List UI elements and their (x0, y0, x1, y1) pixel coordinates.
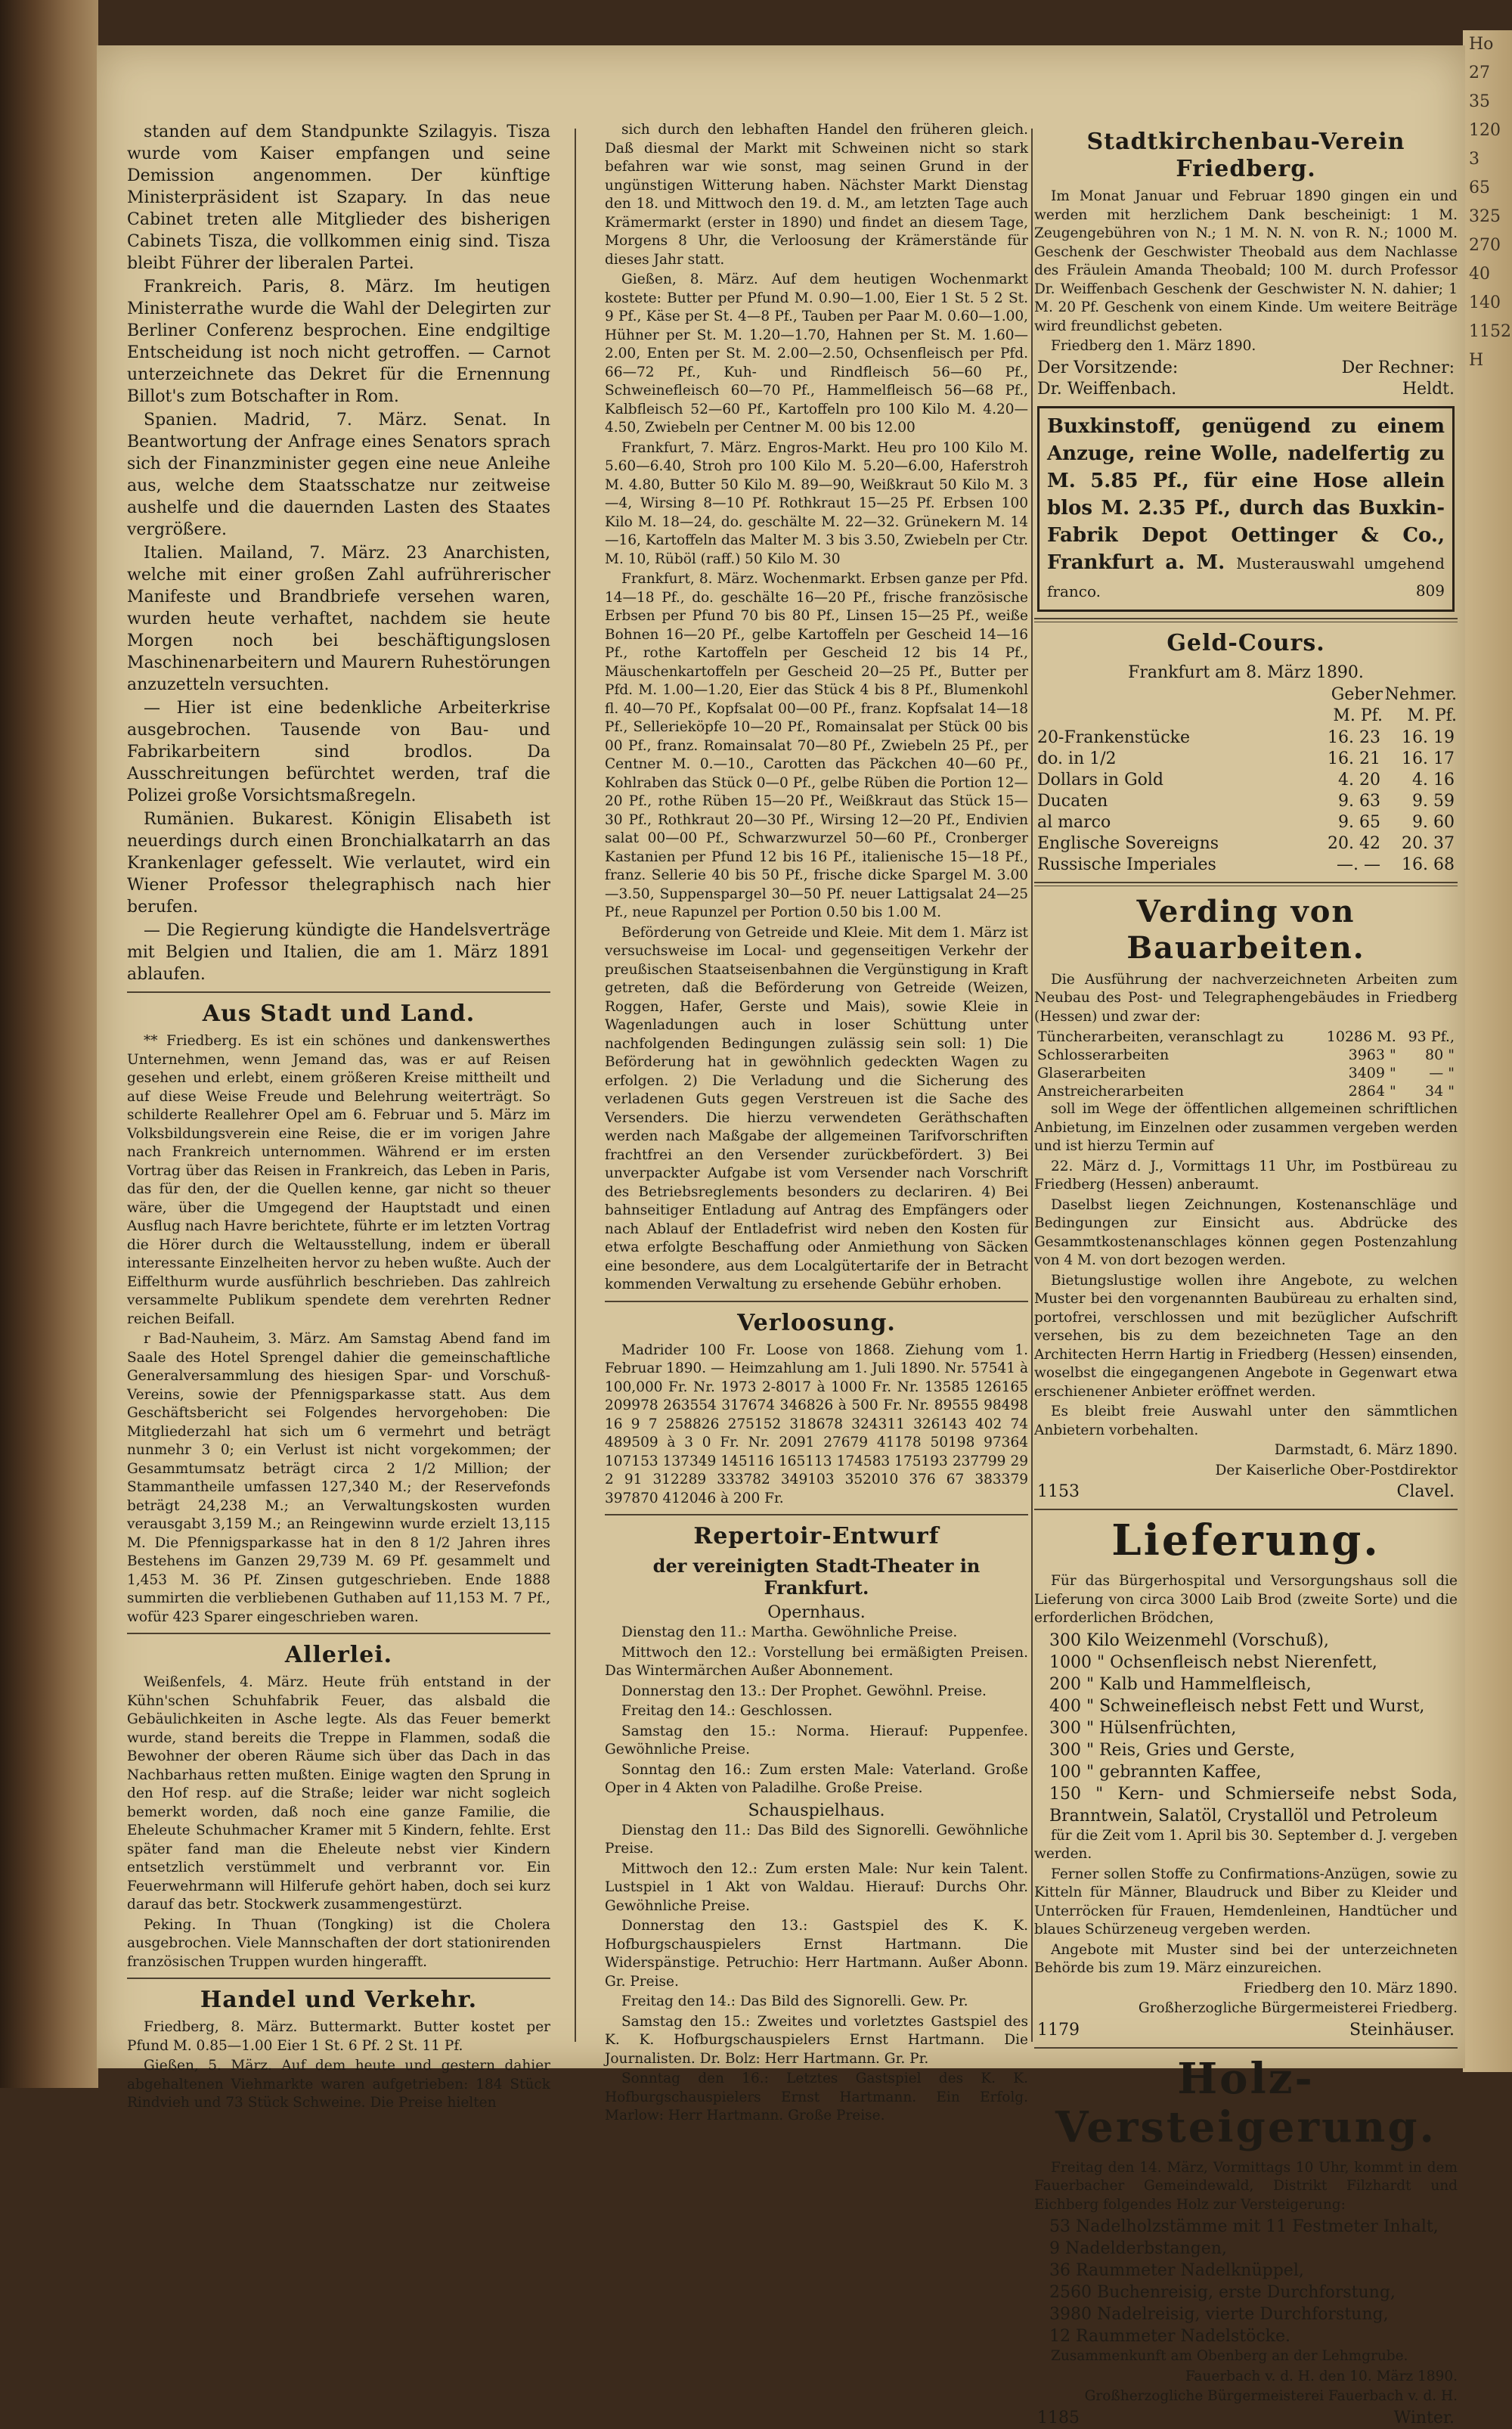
program-entry: Freitag den 14.: Das Bild des Signorelli. Gew. Pr. (621, 1993, 968, 2009)
divider (127, 1633, 550, 1634)
rate-row (1034, 833, 1458, 855)
section-title-allerlei: Allerlei. (284, 1642, 393, 1668)
kirchenbau-text: Im Monat Januar und Februar 1890 gingen ein und werden mit herzlichem Dank bescheinigt: 1 M. Zeugengebühren von N.; 1 M. N. N. von R. N.; 1000 M. Geschenk der Geschwister Theobald aus dem Nachlasse des Fräulein Amanda Theobald; 100 M. durch Professor Dr. Weiffenbach Geschenk der Geschwister N. N. dahier; 1 M. 20 Pf. Geschenk von einem Kinde. Um weitere Beiträge wird freundlichst gebeten. (1034, 188, 1458, 334)
verding-paragraph: Daselbst liegen Zeichnungen, Kostenanschläge und Bedingungen zur Einsicht aus. Abdrücke des Gesammtkostenanschlages können gegen Postenzahlung von 4 M. von dort bezogen werden. (1034, 1196, 1458, 1268)
rate-currency: 20-Frankenstücke (1037, 727, 1190, 747)
list-item: 300 Kilo Weizenmehl (Vorschuß), (1049, 1630, 1329, 1650)
handel-news (127, 2018, 550, 2113)
verding-footer (1034, 1481, 1458, 1503)
divider (1034, 618, 1458, 622)
news-paragraph: — Die Regierung kündigte die Handelsverträge mit Belgien und Italien, die am 1. März 1891 ablaufen. (127, 921, 550, 984)
divider (605, 1514, 1028, 1515)
buxkin-advert (1037, 406, 1455, 612)
kirchenbau-date: Friedberg den 1. März 1890. (1051, 338, 1256, 354)
holz-title: Holz-Versteigerung. (1055, 2053, 1437, 2152)
rate-geber: 9. 63 (1338, 791, 1380, 811)
lieferung-date: Friedberg den 10. März 1890. (1243, 1980, 1458, 1996)
adjacent-page-text: 325 (1469, 207, 1501, 226)
verding-table (1034, 1028, 1458, 1100)
program-entry: Samstag den 15.: Norma. Hierauf: Puppenfee. Gewöhnliche Preise. (605, 1723, 1028, 1757)
verding-cell: Tüncherarbeiten, veranschlagt zu (1037, 1028, 1284, 1045)
rate-geber: 16. 21 (1328, 749, 1380, 768)
list-item: 150 " Kern- und Schmierseife nebst Soda, Branntwein, Salatöl, Crystallöl und Petroleum (1049, 1784, 1458, 1826)
advert-number: 809 (1415, 581, 1445, 600)
rate-row (1034, 749, 1458, 770)
rate-nehmer: 9. 59 (1412, 791, 1455, 811)
holz-intro: Freitag den 14. März, Vormittags 10 Uhr, kommt in dem Fauerbacher Gemeindewald, Distrikt Filzhardt und Eichberg folgendes Holz zur Versteigerung: (1034, 2159, 1458, 2213)
advert-number: 1153 (1037, 1482, 1080, 1501)
verding-cell: 2864 " (1348, 1083, 1396, 1100)
program-entry: Mittwoch den 12.: Vorstellung bei ermäßigten Preisen. Das Wintermärchen Außer Abonnement. (605, 1644, 1028, 1679)
verding-cell: 34 " (1425, 1083, 1455, 1100)
verding-row (1034, 1046, 1458, 1064)
lieferung-paragraph: Ferner sollen Stoffe zu Confirmations-Anzügen, sowie zu Kitteln für Männer, Blaudruck und Biber zu Kleider und Unterröcken für Frauen, Hemdenleinen, Handtücher und blaues Schürzeneug vergeben werden. (1034, 1866, 1458, 1937)
news-paragraph: Italien. Mailand, 7. März. 23 Anarchisten, welche mit einer großen Zahl aufrührerischer Manifeste und Brandbriefe versehen waren, wurden heute verhaftet, nachdem sie heute Morgen noch bei beschäftigungslosen Maschinenarbeitern und Maurern Ruhestörungen anzuzetteln versuchten. (127, 544, 550, 694)
program-entry: Samstag den 15.: Zweites und vorletztes Gastspiel des K. K. Hofburgschauspielers Ernst Hartmann. Die Journalisten. Dr. Bolz: Herr Hartmann. Gr. Pr. (605, 2013, 1028, 2067)
rate-nehmer: 20. 37 (1402, 833, 1455, 853)
news-paragraph: Weißenfels, 4. März. Heute früh entstand in der Kühn'schen Schuhfabrik Feuer, das alsbald die Gebäulichkeiten in Asche legte. Als das Feuer bemerkt wurde, stand bereits die Treppe in Flammen, sodaß die Bewohner der oberen Räume sich über das Dach in das Nachbarhaus retten mußten. Einige wagten den Sprung in den Hof resp. auf die Straße; leider war nicht sogleich bemerkt worden, daß noch eine ganze Familie, die Eheleute Schuhmacher Kramer mit 5 Kindern, fehlte. Erst später fand man die Eheleute nebst vier Kindern entsetzlich verstümmelt und verbrannt vor. Ein Feuerwehrmann will Hilferufe gehört haben, doch sei kurz darauf das betr. Stockwerk zusammengestürzt. (127, 1674, 550, 1912)
program-entry: Donnerstag den 13.: Der Prophet. Gewöhnl. Preise. (621, 1683, 987, 1699)
rate-nehmer: 4. 16 (1412, 770, 1455, 790)
schauspielhaus-list (605, 1822, 1028, 2126)
verding-cell: Schlosserarbeiten (1037, 1047, 1170, 1063)
adjacent-page-text: 140 (1469, 293, 1501, 312)
adjacent-page-text: 40 (1469, 265, 1490, 284)
rate-nehmer: 16. 68 (1402, 855, 1455, 874)
col-header-nehmer: Nehmer. M. Pf. (1384, 684, 1457, 725)
verding-date: Darmstadt, 6. März 1890. (1274, 1442, 1458, 1458)
allerlei-news (127, 1674, 550, 1971)
list-item: 300 " Hülsenfrüchten, (1049, 1718, 1237, 1738)
program-entry: Dienstag den 11.: Martha. Gewöhnliche Preise. (621, 1624, 958, 1640)
section-title-handel: Handel und Verkehr. (200, 1987, 478, 2013)
rate-row (1034, 855, 1458, 876)
holz-items (1034, 2216, 1458, 2347)
section-title-stadt: Aus Stadt und Land. (202, 1000, 476, 1027)
verding-cell: 80 " (1425, 1047, 1455, 1063)
verding-intro: Die Ausführung der nachverzeichneten Arbeiten zum Neubau des Post- und Telegraphengebäudes in Friedberg (Hessen) und zwar der: (1034, 971, 1458, 1025)
verding-cell: Anstreicherarbeiten (1037, 1083, 1184, 1100)
market-reports (605, 121, 1028, 1295)
rate-nehmer: 9. 60 (1412, 812, 1455, 832)
adjacent-page-text: 270 (1469, 236, 1501, 255)
divider (1034, 1509, 1458, 1510)
divider (127, 1978, 550, 1979)
adjacent-page-text: 1152 (1469, 322, 1511, 341)
geld-cours-title: Geld-Cours. (1167, 629, 1325, 656)
lieferung-items (1034, 1630, 1458, 1827)
rate-currency: Dollars in Gold (1037, 770, 1164, 790)
rate-geber: 4. 20 (1338, 770, 1380, 790)
kirchenbau-title: Stadtkirchenbau-Verein Friedberg. (1086, 129, 1405, 182)
holz-text: Zusammenkunft am Obenberg an der Lehmgrube. (1051, 2348, 1408, 2364)
vorsitz-name: Dr. Weiffenbach. (1037, 379, 1177, 399)
adjacent-page-text: 35 (1469, 92, 1490, 111)
verding-row (1034, 1082, 1458, 1100)
repertoir-subtitle: der vereinigten Stadt-Theater in Frankfurt. (652, 1555, 981, 1599)
list-item: 53 Nadelholzstämme mit 11 Festmeter Inhalt, (1049, 2217, 1439, 2236)
verding-row (1034, 1064, 1458, 1082)
program-entry: Sonntag den 16.: Letztes Gastspiel des K. K. Hofburgschauspielers Ernst Hartmann. Ein Erfolg. Marlow: Herr Hartmann. Große Preise. (605, 2071, 1028, 2123)
program-entry: Freitag den 14.: Geschlossen. (621, 1703, 833, 1719)
geld-cours-subtitle: Frankfurt am 8. März 1890. (1128, 662, 1364, 682)
rate-nehmer: 16. 17 (1402, 749, 1455, 768)
program-entry: Donnerstag den 13.: Gastspiel des K. K. Hofburgschauspielers Ernst Hartmann. Die Widerspänstige. Petruchio: Herr Hartmann. Außer Abonn. Gr. Preise. (605, 1918, 1028, 1990)
rate-row (1034, 770, 1458, 791)
column-2 (605, 121, 1028, 2123)
rate-currency: do. in 1/2 (1037, 749, 1117, 768)
holz-signature-name: Winter. (1393, 2408, 1455, 2427)
opernhaus-list (605, 1624, 1028, 1798)
verding-paragraph: Es bleibt freie Auswahl unter den sämmtlichen Anbietern vorbehalten. (1034, 1404, 1458, 1438)
list-item: 200 " Kalb und Hammelfleisch, (1049, 1674, 1312, 1694)
news-paragraph: Friedberg, 8. März. Buttermarkt. Butter kostet per Pfund M. 0.85—1.00 Eier 1 St. 6 Pf. 2 St. 11 Pf. (127, 2019, 550, 2054)
lieferung-paragraph: Angebote mit Muster sind bei der unterzeichneten Behörde bis zum 19. März einzureichen. (1034, 1941, 1458, 1976)
buxkin-advert-text: Buxkinstoff, genügend zu einem Anzuge, reine Wolle, nadelfertig zu M. 5.85 Pf., für eine Hose allein blos M. 2.35 Pf., durch das Buxkin-Fabrik Depot Oettinger & Co., Frankfurt a. M. (1047, 414, 1445, 574)
lieferung-signature-name: Steinhäuser. (1349, 2020, 1455, 2040)
list-item: 3980 Nadelreisig, vierte Durchforstung, (1049, 2305, 1389, 2324)
opernhaus-label: Opernhaus. (767, 1603, 866, 1622)
lieferung-signature: Großherzogliche Bürgermeisterei Friedberg. (1138, 2000, 1458, 2016)
list-item: 12 Raummeter Nadelstöcke. (1049, 2327, 1290, 2346)
list-item: 1000 " Ochsenfleisch nebst Nierenfett, (1049, 1652, 1377, 1672)
stadt-news (127, 1032, 550, 1627)
section-title-verloosung: Verloosung. (737, 1309, 896, 1336)
rate-currency: Russische Imperiales (1037, 855, 1216, 874)
buxkin-advert-tail: Musterauswahl umgehend franco. (1047, 554, 1445, 600)
rechner-label: Der Rechner: (1341, 358, 1455, 377)
list-item: 300 " Reis, Gries und Gerste, (1049, 1740, 1296, 1760)
program-entry: Dienstag den 11.: Das Bild des Signorelli. Gewöhnliche Preise. (605, 1822, 1028, 1857)
list-item: 100 " gebrannten Kaffee, (1049, 1762, 1262, 1782)
rate-nehmer: 16. 19 (1402, 727, 1455, 747)
lieferung-paragraph: für die Zeit vom 1. April bis 30. September d. J. vergeben werden. (1034, 1827, 1458, 1862)
lieferung-intro: Für das Bürgerhospital und Versorgungshaus soll die Lieferung von circa 3000 Laib Brod (zweite Sorte) und die erforderlichen Brödchen, (1034, 1573, 1458, 1626)
verding-signature: Der Kaiserliche Ober-Postdirektor (1215, 1462, 1458, 1478)
adjacent-page-text: 3 (1469, 150, 1479, 169)
holz-signature: Großherzogliche Bürgermeisterei Fauerbach v. d. H. (1084, 2388, 1458, 2404)
rechner-name: Heldt. (1402, 379, 1455, 399)
program-entry: Sonntag den 16.: Zum ersten Male: Vaterland. Große Oper in 4 Akten von Paladilhe. Große Preise. (605, 1761, 1028, 1796)
rate-row (1034, 791, 1458, 812)
verding-paragraph: soll im Wege der öffentlichen allgemeinen schriftlichen Anbietung, im Einzelnen oder zusammen vergeben werden und ist hierzu Termin auf (1034, 1101, 1458, 1154)
news-paragraph: Frankreich. Paris, 8. März. Im heutigen Ministerrathe wurde die Wahl der Delegirten zur Berliner Conferenz besprochen. Eine endgiltige Entscheidung ist noch nicht getroffen. — Carnot unterzeichnete das Dekret für die Ernennung Billot's zum Botschafter in Rom. (127, 278, 550, 406)
verding-cell: 10286 M. (1326, 1028, 1396, 1045)
rate-row (1034, 812, 1458, 833)
verding-row (1034, 1028, 1458, 1046)
list-item: 36 Raummeter Nadelknüppel, (1049, 2261, 1304, 2280)
rate-geber: 9. 65 (1338, 812, 1380, 832)
verding-cell: 93 Pf., (1408, 1028, 1455, 1045)
adjacent-page-text: Ho (1469, 35, 1494, 54)
news-paragraph: Peking. In Thuan (Tongking) ist die Cholera ausgebrochen. Viele Mannschaften der dort stationirenden französischen Truppen wurden hingerafft. (127, 1916, 550, 1970)
adjacent-page-text: H (1469, 351, 1484, 370)
news-paragraph: Gießen, 5. März. Auf dem heute und gestern dahier abgehaltenen Viehmarkte waren aufgetrieben: 184 Stück Rindvieh und 73 Stück Schweine. Die Preise hielten (127, 2058, 550, 2111)
verding-text (1034, 1100, 1458, 1440)
vorsitz-label: Der Vorsitzende: (1037, 358, 1179, 377)
rate-currency: Ducaten (1037, 791, 1108, 811)
rate-row (1034, 727, 1458, 749)
col-header-geber: Geber M. Pf. (1331, 684, 1383, 725)
news-paragraph: — Hier ist eine bedenkliche Arbeiterkrise ausgebrochen. Tausende von Bau- und Fabrikarbeitern sind brodlos. Da Ausschreitungen befürchtet werden, traf die Polizei große Vorsichtsmaßregeln. (127, 699, 550, 805)
list-item: 2560 Buchenreisig, erste Durchforstung, (1049, 2283, 1396, 2302)
verding-title: Verding von Bauarbeiten. (1126, 893, 1365, 966)
verding-cell: — " (1429, 1065, 1455, 1081)
adjacent-page-text: 120 (1469, 121, 1501, 140)
adjacent-page-text: 27 (1469, 64, 1490, 82)
adjacent-page-fragment (1463, 30, 1512, 2072)
list-item: 9 Nadelderbstangen, (1049, 2239, 1227, 2258)
lieferung-text (1034, 1827, 1458, 1978)
book-spine-edge (0, 0, 98, 2088)
market-paragraph: Frankfurt, 8. März. Wochenmarkt. Erbsen ganze per Pfd. 14—18 Pf., do. geschälte 16—20 Pf., frische französische Erbsen per Pfund 70 bis 80 Pf., Linsen 15—25 Pf., weiße Bohnen 16—20 Pf., gelbe Kartoffeln per Gescheid 14—16 Pf., rothe Kartoffeln per Gescheid 12 bis 14 Pf., Mäuschenkartoffeln per Gescheid 20—25 Pf., Butter per Pfd. M. 1.00—1.20, Eier das Stück 4 bis 8 Pf., Blumenkohl fl. 40—70 Pf., Kopfsalat 00—00 Pf., franz. Kopfsalat 14—18 Pf., Sellerieköpfe 10—20 Pf., Romainsalat per Stück 00 bis 00 Pf., franz. Romainsalat 70—80 Pf., Zwiebeln 25 Pf., per Centner M. 0.—10., Carotten das Päckchen 40—60 Pf., Kohlraben das Stück 0—0 Pf., gelbe Rüben die Portion 12—20 Pf., rothe Rüben 15—20 Pf., Weißkraut das Stück 15—30 Pf., Rothkraut 20—30 Pf., Wirsing 12—20 Pf., Endivien salat 00—00 Pf., Schwarzwurzel 50—60 Pf., Cronberger Kastanien per Pfund 12 bis 16 Pf., italienische 15—18 Pf., franz. Sellerie 40 bis 50 Pf., frische dicke Spargel M. 3.00—3.50, Suppenspargel 30—50 Pf. neuer Lattigsalat 24—25 Pf., neue Rapunzel per Portion 0.50 bis 1.00 M. (605, 571, 1028, 920)
market-paragraph: Gießen, 8. März. Auf dem heutigen Wochenmarkt kostete: Butter per Pfund M. 0.90—1.00, Eier 1 St. 5 2 St. 9 Pf., Käse per St. 4—8 Pf., Tauben per Paar M. 0.60—1.00, Hühner per St. M. 1.20—1.70, Hahnen per St. M. 1.60—2.00, Enten per St. M. 2.00—2.50, Ochsenfleisch per Pfd. 66—72 Pf., Kuh- und Rindfleisch 56—60 Pf., Schweinefleisch 60—70 Pf., Hammelfleisch 56—68 Pf., Kalbfleisch 52—60 Pf., Kartoffeln pro 100 Kilo M. 4.20—4.50, Zwiebeln per Centner M. 00 bis 12.00 (605, 271, 1028, 436)
holz-footer (1034, 2408, 1458, 2429)
newspaper-page (97, 45, 1465, 2427)
news-paragraph: standen auf dem Standpunkte Szilagyis. Tisza wurde vom Kaiser empfangen und seine Demission angenommen. Der künftige Ministerpräsident ist Szapary. In das neue Cabinet treten alle Mitglieder des bisherigen Cabinets Tisza, die vollkommen einig sind. Tisza bleibt Führer der liberalen Partei. (127, 123, 550, 273)
column-1 (127, 121, 550, 2111)
rate-geber: —. — (1337, 855, 1380, 874)
news-paragraph: ** Friedberg. Es ist ein schönes und dankenswerthes Unternehmen, wenn Jemand das, was er auf Reisen gesehen und erlebt, einem größeren Kreise mittheilt und auf diese Weise Freude und Belehrung weiterträgt. So schilderte Reallehrer Opel am 6. Februar und 5. März im Volksbildungsverein eine Reise, die er im vorigen Jahre nach Frankreich unternommen. Während er im ersten Vortrag über das Reisen in Frankreich, das Leben in Paris, das für den, der die Quellen kenne, gar nicht so theuer wäre, über die Umgegend der Hauptstadt und einen Ausflug nach Havre berichtete, führte er im letzten Vortrag die Hörer durch die Weltausstellung, indem er überall interessante Einzelheiten hervor zu heben wußte. Auch der Eiffelthurm wurde ausführlich beschrieben. Das zahlreich versammelte Publikum spendete dem verehrten Redner reichen Beifall. (127, 1033, 550, 1327)
column-rule (575, 129, 576, 2042)
rate-currency: al marco (1037, 812, 1111, 832)
lieferung-title: Lieferung. (1111, 1515, 1380, 1565)
news-paragraph: Spanien. Madrid, 7. März. Senat. In Beantwortung der Anfrage eines Senators sprach sich der Finanzminister gegen eine neue Anleihe aus, welche dem Staatsschatze nur zeitweise aushelfe und die dauernden Lasten des Staates vergrößere. (127, 411, 550, 539)
verding-cell: 3963 " (1348, 1047, 1396, 1063)
divider (605, 1301, 1028, 1302)
holz-date: Fauerbach v. d. H. den 10. März 1890. (1185, 2368, 1458, 2384)
news-paragraph: Rumänien. Bukarest. Königin Elisabeth ist neuerdings durch einen Bronchialkatarrh an das Krankenlager gefesselt. Wie verlautet, wird ein Wiener Professor thelegraphisch nach hier berufen. (127, 810, 550, 917)
rate-currency: Englische Sovereigns (1037, 833, 1219, 853)
rate-geber: 20. 42 (1328, 833, 1380, 853)
section-title-repertoir: Repertoir-Entwurf (693, 1523, 940, 1550)
market-paragraph: Frankfurt, 7. März. Engros-Markt. Heu pro 100 Kilo M. 5.60—6.40, Stroh pro 100 Kilo M. 5.20—6.00, Haferstroh M. 4.80, Butter 50 Kilo M. 89—90, Weißkraut 50 Kilo M. 3—4, Wirsing 8—10 Pf. Rothkraut 15—25 Pf. Erbsen 100 Kilo M. 18—24, do. geschälte M. 22—32. Grünekern M. 14—16, Kartoffeln das Malter M. 3 bis 3.50, Zwiebeln per Ctr. M. 10, Rüböl (raff.) 50 Kilo M. 30 (605, 439, 1028, 567)
divider (1034, 882, 1458, 886)
column-rule (1031, 129, 1033, 2042)
market-paragraph: sich durch den lebhaften Handel den früheren gleich. Daß diesmal der Markt mit Schweinen nicht so stark befahren war wie sonst, mag seinen Grund in der ungünstigen Witterung haben. Nächster Markt Dienstag den 18. und Mittwoch den 19. d. M., am letzten Tage auch Krämermarkt (erster in 1890) und findet an diesem Tage, Morgens 8 Uhr, die Verloosung der Krämerstände für dieses Jahr statt. (605, 122, 1028, 268)
verding-cell: Glaserarbeiten (1037, 1065, 1146, 1081)
verloosung-text: Madrider 100 Fr. Loose von 1868. Ziehung vom 1. Februar 1890. — Heimzahlung am 1. Juli 1890. Nr. 57541 à 100,000 Fr. Nr. 1973 2-8017 à 1000 Fr. Nr. 13585 126165 209978 263554 317674 346826 à 500 Fr. Nr. 89555 98498 16 9 7 258826 275152 318678 324311 326143 402 74 489509 à 3 0 Fr. Nr. 2091 27679 41178 50198 97364 107153 137349 145116 165113 174583 175193 237799 29 2 91 312289 333782 349103 352010 376 67 383379 397870 412046 à 200 Fr. (605, 1342, 1028, 1506)
kirchenbau-signatures (1034, 358, 1458, 400)
verding-cell: 3409 " (1348, 1065, 1396, 1081)
market-paragraph: Beförderung von Getreide und Kleie. Mit dem 1. März ist versuchsweise im Local- und gegenseitigen Verkehr der preußischen Staatseisenbahnen die Vergünstigung in Kraft getreten, daß die Beförderung von Getreide (Weizen, Roggen, Hafer, Gerste und Mais), sowie Kleie in Wagenladungen auch in loser Schüttung unter nachfolgenden Bedingungen zulässig sein soll: 1) Die Beförderung hat in gewöhnlich gedeckten Wagen zu erfolgen. 2) Die Verladung und die Sicherung des verladenen Guts gegen Verstreuen ist die Sache des Versenders. Die hierzu verwendeten Geräthschaften werden nach Maßgabe der allgemeinen Tarifvorschriften frachtfrei an den Versender zurückbefördert. 3) Bei unverpackter Aufgabe ist vom Versender nach Vorschrift des Betriebsreglements besonders zu declariren. 4) Bei bahnseitiger Entladung auf Antrag des Empfängers oder nach Ablauf der Entladefrist wird neben den Kosten für etwa erfolgte Beschaffung oder Anmiethung von Säcken eine besondere, aus dem Localgütertarife der in Betracht kommenden Verwaltung zu ersehende Gebühr erhoben. (605, 924, 1028, 1292)
advert-number: 1179 (1037, 2020, 1080, 2040)
news-paragraph: r Bad-Nauheim, 3. März. Am Samstag Abend fand im Saale des Hotel Sprengel dahier die gemeinschaftliche Generalversammlung des hiesigen Spar- und Vorschuß-Vereins, sowie der Pfennigsparkasse statt. Aus dem Geschäftsbericht sei Folgendes hervorgehoben: Die Mitgliederzahl hat sich um 6 vermehrt und beträgt nunmehr 3 0; ein Verlust ist nicht vorgekommen; der Gesammtumsatz beträgt circa 2 1/2 Million; der Stammantheile umfassen 127,340 M.; der Reservefonds beträgt 24,238 M.; an Verwaltungskosten wurden verausgabt 3,159 M.; an Reingewinn wurde erzielt 13,115 M. Die Pfennigsparkasse hat in den 8 1/2 Jahren ihres Bestehens im Ganzen 29,739 M. 69 Pf. gesammelt und 1,453 M. 36 Pf. Zinsen gutgeschrieben. Ende 1888 summirten die verbliebenen Guthaben auf 11,153 M. 7 Pf., wofür 423 Sparer eingeschrieben waren. (127, 1331, 550, 1625)
politics-news (127, 121, 550, 985)
divider (1034, 2047, 1458, 2049)
exchange-rate-table (1034, 684, 1458, 876)
verding-signature-name: Clavel. (1396, 1482, 1455, 1501)
column-3 (1034, 121, 1458, 2427)
list-item: 400 " Schweinefleisch nebst Fett und Wurst, (1049, 1696, 1425, 1716)
schauspielhaus-label: Schauspielhaus. (748, 1801, 885, 1820)
verding-paragraph: 22. März d. J., Vormittags 11 Uhr, im Postbüreau zu Friedberg (Hessen) anberaumt. (1034, 1158, 1458, 1193)
divider (127, 991, 550, 993)
verding-paragraph: Bietungslustige wollen ihre Angebote, zu welchen Muster bei den vorgenannten Baubüreau zu erhalten sind, portofrei, verschlossen und mit bezüglicher Aufschrift versehen, bis zu dem bezeichneten Tage an den Architecten Herrn Hartig in Friedberg (Hessen) einsenden, woselbst die eingegangenen Angebote in Gegenwart etwa erschienener Anbieter eröffnet werden. (1034, 1272, 1458, 1400)
adjacent-page-text: 65 (1469, 178, 1490, 197)
advert-number: 1185 (1037, 2408, 1080, 2427)
rate-geber: 16. 23 (1328, 727, 1380, 747)
program-entry: Mittwoch den 12.: Zum ersten Male: Nur kein Talent. Lustspiel in 1 Akt von Waldau. Hierauf: Durchs Ohr. Gewöhnliche Preise. (605, 1860, 1028, 1914)
lieferung-footer (1034, 2020, 1458, 2041)
